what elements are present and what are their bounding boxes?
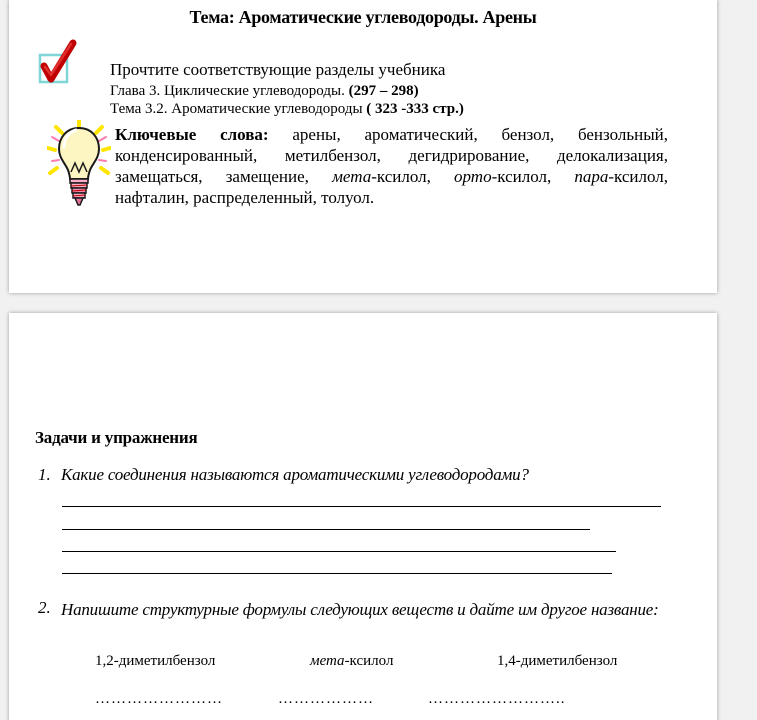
lightbulb-svg (47, 120, 111, 212)
answer-dots-3[interactable]: …………………….. (428, 691, 566, 707)
checkmark-box-icon (37, 38, 81, 86)
answer-blank-line-4[interactable] (62, 573, 612, 574)
topic-reference-pages: ( 323 -333 стр.) (366, 101, 464, 117)
checkmark-box-svg (37, 38, 81, 86)
substance-label-3: 1,4-диметилбензол (497, 653, 618, 669)
question-1-number: 1. (38, 465, 51, 484)
keywords-run: -ксилол, (491, 167, 575, 186)
substance-label-2-rest: -ксилол (344, 653, 394, 669)
question-1-text: Какие соединения называются ароматическими углеводородами? (61, 465, 529, 484)
keywords-run: -ксилол, нафталин, распределенный, толуол. (115, 167, 669, 207)
chapter-reference (110, 83, 419, 100)
document-page-2 (9, 313, 717, 720)
substance-label-1: 1,2-диметилбензол (95, 653, 216, 669)
question-2-text: Напишите структурные формулы следующих веществ и дайте им другое название: (61, 600, 659, 619)
keywords-para: пара (574, 167, 609, 186)
question-2-number: 2. (38, 598, 51, 617)
substance-label-2-prefix: мета (310, 653, 345, 669)
chapter-reference-pages: (297 – 298) (348, 83, 419, 99)
substance-label-2 (310, 653, 393, 670)
exercises-heading: Задачи и упражнения (35, 428, 198, 447)
keywords-label: Ключевые слова: (115, 125, 269, 144)
keywords-meta: мета (332, 167, 372, 186)
page-title: Тема: Ароматические углеводороды. Арены (189, 7, 537, 27)
read-instruction: Прочтите соответствующие разделы учебника (110, 60, 446, 79)
topic-reference (110, 101, 464, 118)
answer-blank-line-3[interactable] (62, 551, 616, 552)
keywords-paragraph (115, 124, 668, 208)
topic-reference-text: Тема 3.2. Ароматические углеводороды (110, 101, 367, 117)
chapter-reference-text: Глава 3. Циклические углеводороды. (110, 83, 349, 99)
answer-dots-2[interactable]: ……………… (278, 691, 374, 707)
answer-blank-line-2[interactable] (62, 529, 590, 530)
lightbulb-icon (47, 120, 111, 212)
answer-blank-line-1[interactable] (62, 506, 661, 507)
keywords-ortho: орто (454, 167, 492, 186)
document-page-1 (9, 0, 717, 293)
keywords-run: -ксилол, (371, 167, 455, 186)
keywords-run: арены, ароматический, бензол, бензольный, конденсированный, метилбензол, дегидрирование, делокализация, замещаться, замещение, (115, 125, 669, 186)
answer-dots-1[interactable]: …………………… (95, 691, 223, 707)
